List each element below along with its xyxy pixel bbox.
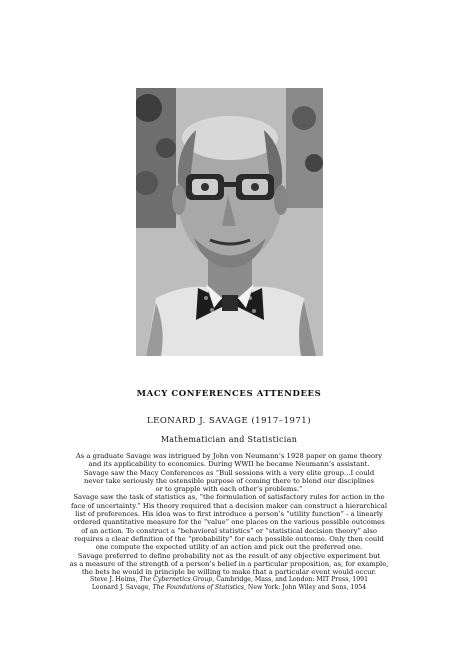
bio-line: never take seriously the ostensible purpose of coming there to blend our disciplines — [84, 476, 374, 485]
bio-line: list of preferences. His idea was to first introduce a person’s “utility function” - a linearly — [75, 510, 383, 519]
bio-line: and its applicability to economics. During WWII he became Neumann’s assistant. — [88, 460, 370, 469]
bio-line: ordered quantitative measure for the “value” one places on the various possible outcomes — [73, 518, 385, 527]
reference-title: The Foundations of Statistics — [152, 583, 244, 591]
person-role: Mathematician and Statistician — [160, 435, 298, 444]
references — [20, 576, 438, 592]
reference-publisher: , New York: John Wiley and Sons, 1954 — [244, 583, 367, 591]
portrait-photo — [136, 88, 323, 356]
bio-line: Savage saw the Macy Conferences as “Bull sessions with a very elite group...I could — [83, 468, 375, 477]
reference-author: Leonard J. Savage, — [91, 583, 153, 591]
bio-line: as a measure of the strength of a person’s belief in a particular proposition, as, for example, — [69, 559, 389, 568]
page-heading: MACY CONFERENCES ATTENDEES — [136, 389, 322, 399]
reference-heims — [20, 576, 438, 584]
biography — [20, 452, 438, 576]
bio-line: the bets he would in principle be willing to make that a particular event would occur. — [81, 568, 377, 577]
bio-line: one compute the expected utility of an action and pick out the preferred one. — [95, 543, 363, 552]
bio-line: face of uncertainty.” His theory required that a decision maker can construct a hierarchical — [70, 501, 388, 510]
bio-line: or to grapple with each other’s problems.” — [155, 485, 303, 494]
reference-publisher: , Cambridge, Mass, and London: MIT Press, 1991 — [212, 576, 369, 583]
portrait-illustration — [136, 88, 323, 356]
bio-line: Savage saw the task of statistics as, “the formulation of satisfactory rules for action in the — [73, 493, 385, 502]
reference-savage — [20, 584, 438, 592]
reference-author: Steve J. Heims, — [89, 576, 140, 583]
bio-line: of an action. To construct a “behavioral statistics” or “statistical decision theory” also — [81, 526, 377, 535]
person-name: LEONARD J. SAVAGE (1917–1971) — [146, 416, 312, 426]
bio-line: Savage preferred to define probability not as the result of any objective experiment but — [77, 551, 381, 560]
reference-title: The Cybernetics Group — [139, 576, 213, 583]
bio-line: As a graduate Savage was intrigued by John von Neumann’s 1928 paper on game theory — [75, 452, 383, 460]
bio-line: requires a clear definition of the “probability” for each possible outcome. Only then could — [74, 534, 384, 543]
